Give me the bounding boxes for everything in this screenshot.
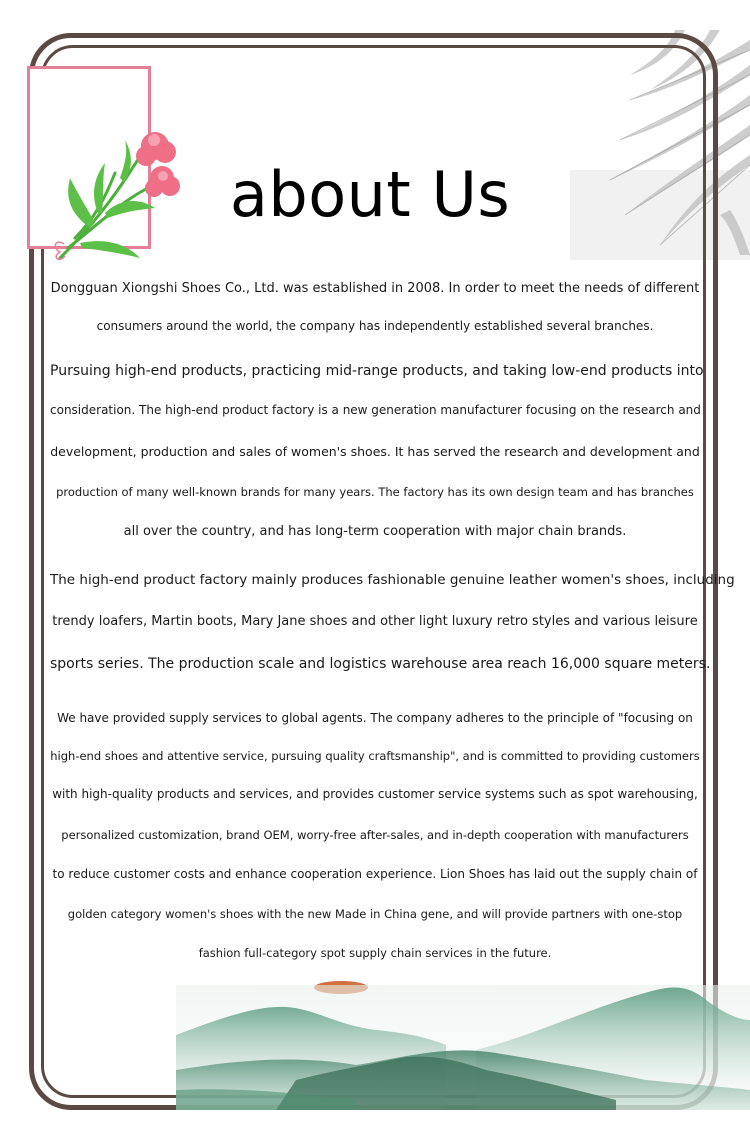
text-line: golden category women's shoes with the new Made in China gene, and will provide partners with one-stop <box>67 907 683 921</box>
text-line: Dongguan Xiongshi Shoes Co., Ltd. was established in 2008. In order to meet the needs of different <box>50 281 700 296</box>
text-line: The high-end product factory mainly produces fashionable genuine leather women's shoes, including <box>50 572 735 588</box>
text-line: fashion full-category spot supply chain services in the future. <box>198 946 552 960</box>
text-line: Pursuing high-end products, practicing mid-range products, and taking low-end products into <box>50 363 704 379</box>
mountain-landscape-icon <box>176 975 750 1110</box>
text-line: personalized customization, brand OEM, worry-free after-sales, and in-depth cooperation with manufacturers <box>61 828 689 842</box>
text-line: development, production and sales of women's shoes. It has served the research and development and <box>50 444 700 459</box>
text-line: trendy loafers, Martin boots, Mary Jane shoes and other light luxury retro styles and various leisure <box>52 614 698 629</box>
text-line: consumers around the world, the company has independently established several branches. <box>96 319 654 333</box>
text-line: We have provided supply services to global agents. The company adheres to the principle of "focusing on <box>57 711 693 725</box>
text-line: production of many well-known brands for many years. The factory has its own design team and has branches <box>56 485 694 499</box>
page-title: about Us <box>229 158 511 231</box>
text-line: sports series. The production scale and logistics warehouse area reach 16,000 square meters. <box>50 656 711 672</box>
text-line: all over the country, and has long-term cooperation with major chain brands. <box>123 524 627 539</box>
text-line: to reduce customer costs and enhance cooperation experience. Lion Shoes has laid out the supply chain of <box>52 867 698 881</box>
text-line: high-end shoes and attentive service, pursuing quality craftsmanship", and is committed to providing customers <box>50 749 700 763</box>
text-line: consideration. The high-end product factory is a new generation manufacturer focusing on the research and <box>50 403 701 417</box>
text-line: with high-quality products and services, and provides customer service systems such as spot warehousing, <box>52 787 698 801</box>
